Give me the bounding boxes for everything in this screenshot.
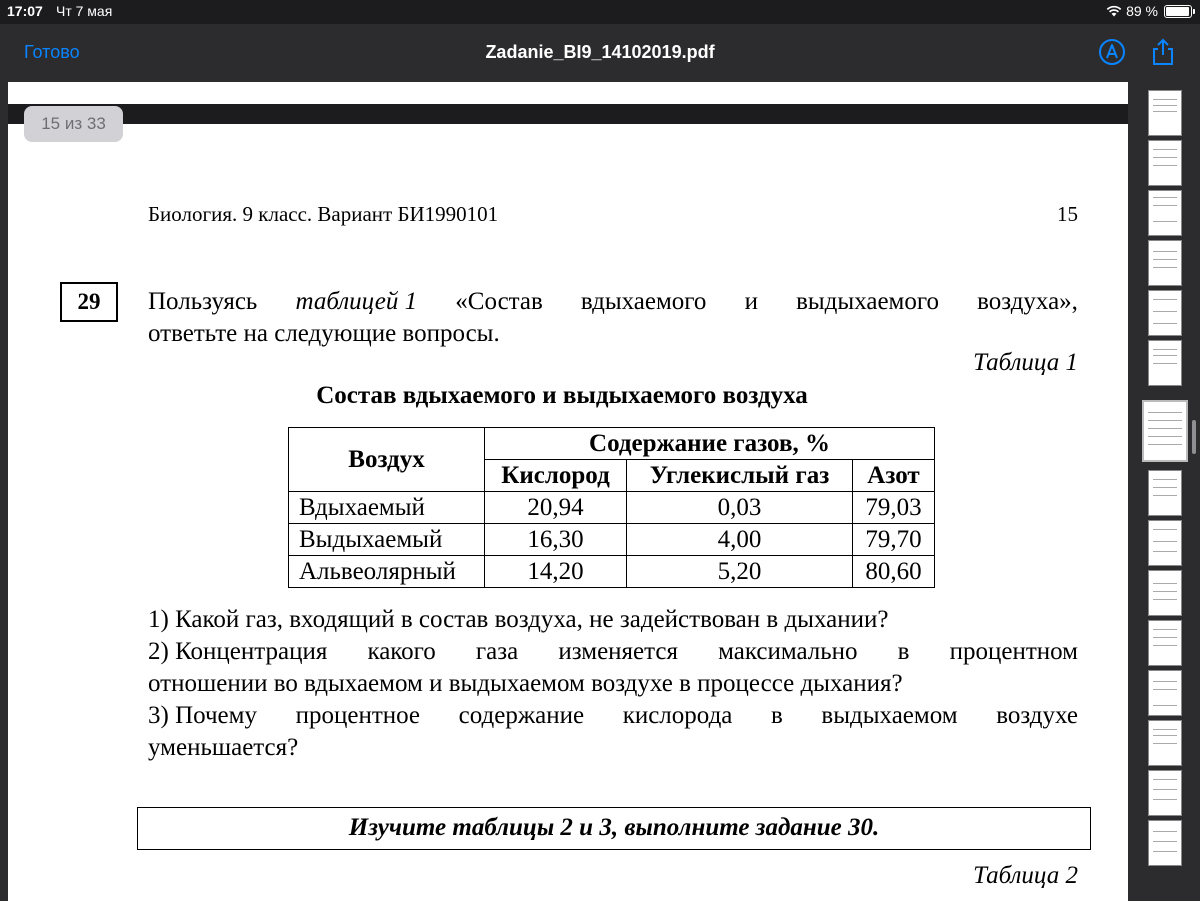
status-date: Чт 7 мая (56, 3, 113, 19)
word: какого (367, 638, 436, 665)
sub-question-2-line-2: отношении во вдыхаемом и выдыхаемом воздухе в процессе дыхания? (148, 670, 903, 697)
page-thumbnail[interactable] (1148, 820, 1182, 866)
page-thumbnail[interactable] (1148, 620, 1182, 666)
page-thumbnail[interactable] (1148, 770, 1182, 816)
document-title: Zadanie_BI9_14102019.pdf (485, 42, 715, 62)
sub-questions (148, 604, 1078, 764)
page-thumbnail[interactable] (1148, 140, 1182, 186)
document-viewer[interactable] (0, 82, 1130, 901)
sub-question-3-line-1 (148, 700, 1078, 732)
page-number: 15 (1057, 202, 1078, 226)
status-right (1106, 3, 1192, 19)
table-row (289, 524, 935, 556)
markup-icon[interactable] (1097, 37, 1127, 67)
page-thumbnail[interactable] (1148, 470, 1182, 516)
col-nitrogen-header: Азот (853, 460, 935, 492)
previous-page-bottom (8, 82, 1128, 104)
instruction-box: Изучите таблицы 2 и 3, выполните задание 30. (137, 807, 1091, 850)
pdf-page (8, 124, 1128, 901)
page-thumbnail[interactable] (1148, 240, 1182, 286)
cell-air-name: Вдыхаемый (289, 492, 485, 524)
col-group-header: Содержание газов, % (485, 428, 935, 460)
cell-oxygen: 16,30 (485, 524, 627, 556)
question-word: Пользуясь (148, 288, 258, 315)
cell-air-name: Альвеолярный (289, 556, 485, 588)
question-line-2: ответьте на следующие вопросы. (148, 320, 500, 347)
table-label: Таблица 1 (973, 349, 1078, 376)
question-word: воздуха», (977, 288, 1078, 315)
word: процентном (949, 638, 1078, 665)
done-button[interactable]: Готово (24, 42, 80, 62)
table-2-label: Таблица 2 (973, 862, 1078, 889)
question-word: «Состав (455, 288, 543, 315)
share-icon[interactable] (1148, 37, 1178, 67)
page-indicator-badge: 15 из 33 (24, 106, 123, 142)
status-time: 17:07 (7, 3, 43, 19)
page-thumbnail[interactable] (1148, 90, 1182, 136)
cell-co2: 4,00 (627, 524, 853, 556)
word: выдыхаемом (821, 702, 958, 729)
cell-oxygen: 14,20 (485, 556, 627, 588)
page-thumbnail[interactable] (1148, 340, 1182, 386)
cell-nitrogen: 79,03 (853, 492, 935, 524)
question-word: и (744, 288, 758, 315)
cell-nitrogen: 80,60 (853, 556, 935, 588)
sub-question-1: 1) Какой газ, входящий в состав воздуха, не задействован в дыхании? (148, 606, 889, 633)
scroll-handle[interactable] (1192, 420, 1196, 454)
page-thumbnail[interactable] (1148, 520, 1182, 566)
sub-question-3-line-2: уменьшается? (148, 734, 299, 761)
word: кислорода (622, 702, 733, 729)
page-separator (8, 104, 1128, 124)
wifi-icon (1106, 5, 1122, 17)
status-bar (0, 0, 1200, 24)
cell-air-name: Выдыхаемый (289, 524, 485, 556)
page-thumbnail[interactable] (1148, 670, 1182, 716)
cell-co2: 5,20 (627, 556, 853, 588)
word: максимально (718, 638, 858, 665)
table-row (289, 492, 935, 524)
word: 3) Почему (148, 702, 257, 729)
question-word: выдыхаемого (796, 288, 940, 315)
word: в (897, 638, 910, 665)
gas-table (288, 427, 935, 588)
battery-icon (1164, 5, 1192, 18)
cell-oxygen: 20,94 (485, 492, 627, 524)
question-italic: таблицей 1 (295, 288, 418, 315)
cell-co2: 0,03 (627, 492, 853, 524)
page-thumbnail[interactable] (1148, 190, 1182, 236)
word: содержание (458, 702, 585, 729)
pdf-toolbar (0, 24, 1200, 82)
battery-percent: 89 % (1126, 3, 1158, 19)
page-header-title: Биология. 9 класс. Вариант БИ1990101 (148, 202, 499, 226)
col-co2-header: Углекислый газ (627, 460, 853, 492)
question-text (148, 286, 1078, 350)
word: 2) Концентрация (148, 638, 328, 665)
col-air-header: Воздух (289, 428, 485, 492)
word: в (771, 702, 783, 729)
page-thumbnail[interactable] (1148, 570, 1182, 616)
word: процентное (295, 702, 421, 729)
word: газа (475, 638, 519, 665)
question-word: вдыхаемого (580, 288, 707, 315)
col-oxygen-header: Кислород (485, 460, 627, 492)
task-number-box: 29 (60, 282, 118, 322)
page-thumbnail-current[interactable] (1142, 400, 1188, 462)
sub-question-2-line-1 (148, 636, 1078, 668)
cell-nitrogen: 79,70 (853, 524, 935, 556)
table-row (289, 556, 935, 588)
page-thumbnail[interactable] (1148, 290, 1182, 336)
table-title: Состав вдыхаемого и выдыхаемого воздуха (316, 382, 808, 409)
word: воздухе (996, 702, 1078, 729)
thumbnail-rail[interactable] (1130, 82, 1200, 901)
page-thumbnail[interactable] (1148, 720, 1182, 766)
word: изменяется (558, 638, 678, 665)
